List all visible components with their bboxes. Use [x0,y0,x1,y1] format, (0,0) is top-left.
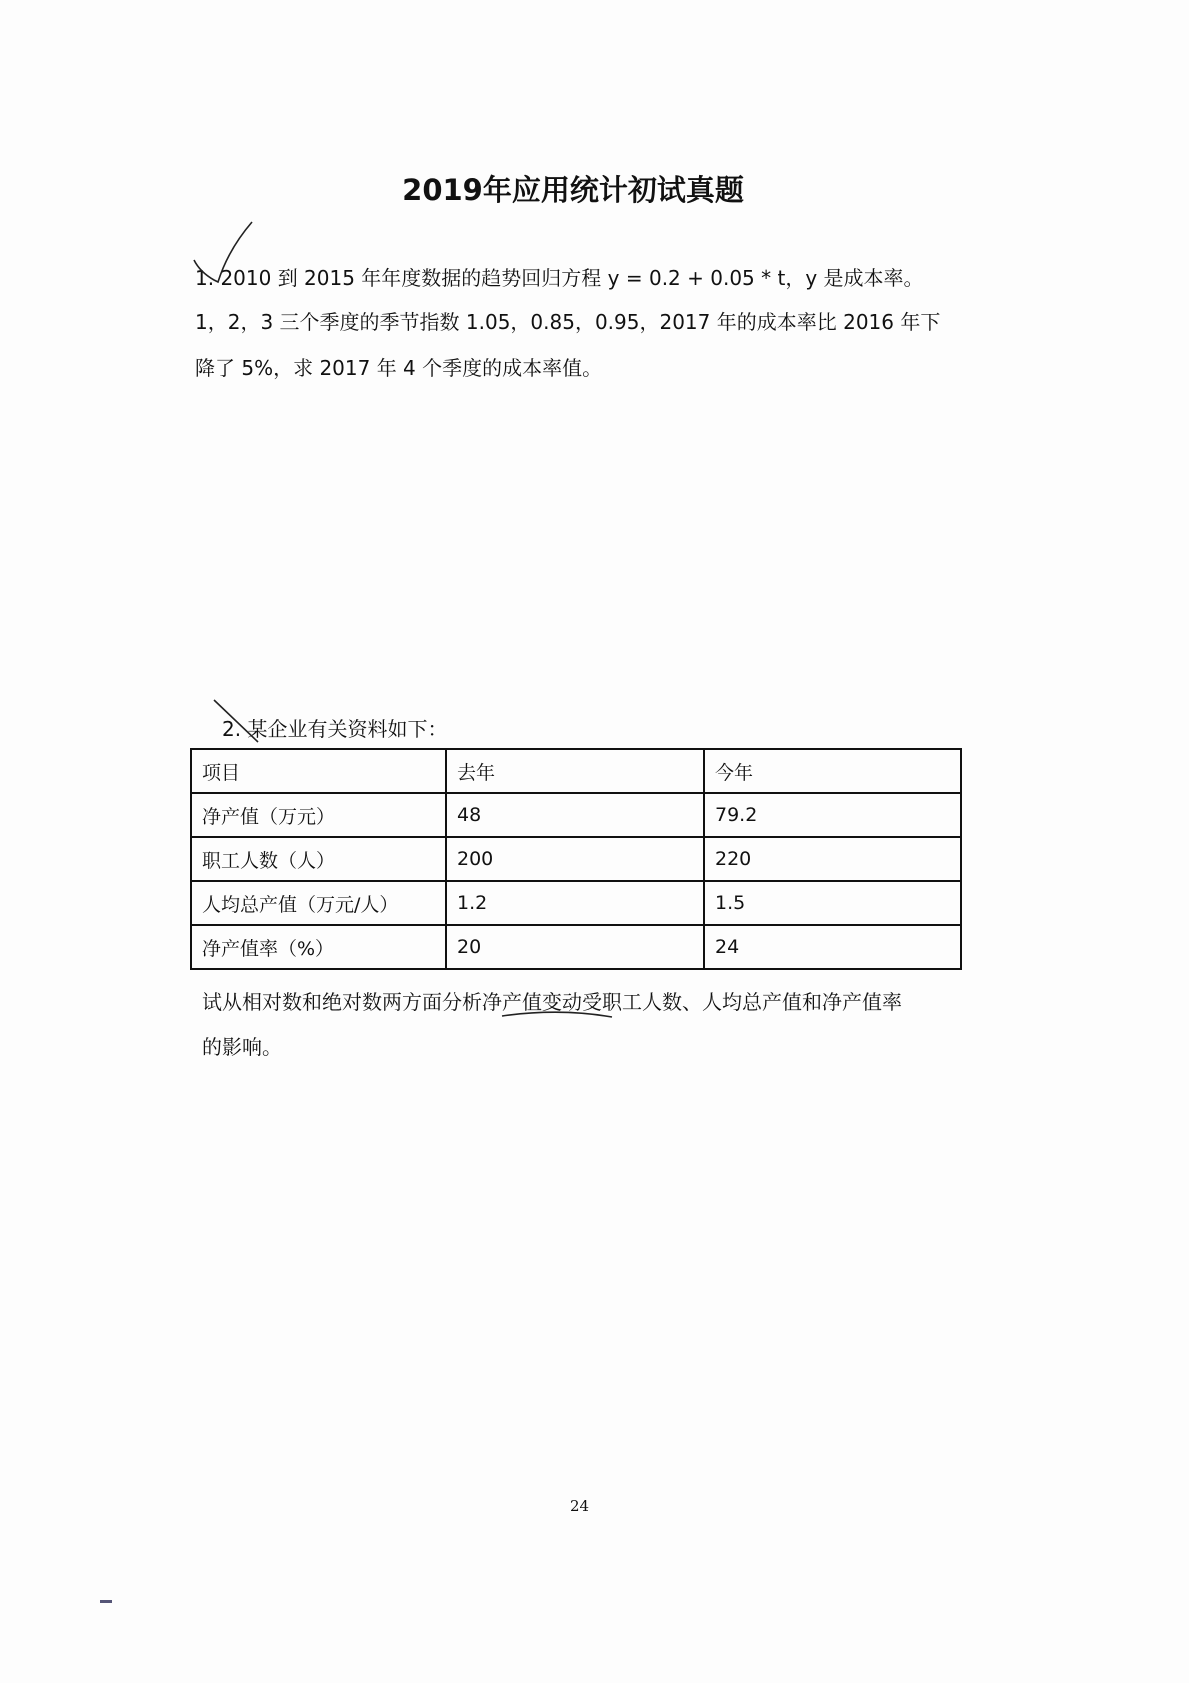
table-cell: 79.2 [704,793,961,837]
table-cell: 24 [704,925,961,969]
header-last-year: 去年 [446,749,704,793]
table-cell: 净产值（万元） [191,793,446,837]
header-item: 项目 [191,749,446,793]
question-2-intro: 2. 某企业有关资料如下： [222,717,448,741]
table-cell: 职工人数（人） [191,837,446,881]
table-cell: 200 [446,837,704,881]
page-number: 24 [570,1497,590,1515]
question-1-line-1: 1. 2010 到 2015 年年度数据的趋势回归方程 y = 0.2 + 0.05 * t，y 是成本率。 [195,266,924,290]
table-cell: 1.2 [446,881,704,925]
question-1-line-2: 1，2，3 三个季度的季节指数 1.05，0.85，0.95，2017 年的成本率比 2016 年下 [195,310,941,334]
table-cell: 20 [446,925,704,969]
question-2-prompt-line-2: 的影响。 [202,1035,282,1059]
table-row [191,925,961,969]
question-2-prompt-line-1: 试从相对数和绝对数两方面分析净产值变动受职工人数、人均总产值和净产值率 [202,990,902,1014]
table-cell: 人均总产值（万元/人） [191,881,446,925]
page-title: 2019年应用统计初试真题 [402,173,744,207]
table-header-row [191,749,961,793]
table-cell: 48 [446,793,704,837]
scan-speck [100,1600,112,1603]
table-cell: 1.5 [704,881,961,925]
table-row [191,793,961,837]
question-1-line-3: 降了 5%，求 2017 年 4 个季度的成本率值。 [195,356,603,380]
header-this-year: 今年 [704,749,961,793]
data-table [190,748,962,970]
table-cell: 净产值率（%） [191,925,446,969]
table-cell: 220 [704,837,961,881]
table-row [191,837,961,881]
table-row [191,881,961,925]
